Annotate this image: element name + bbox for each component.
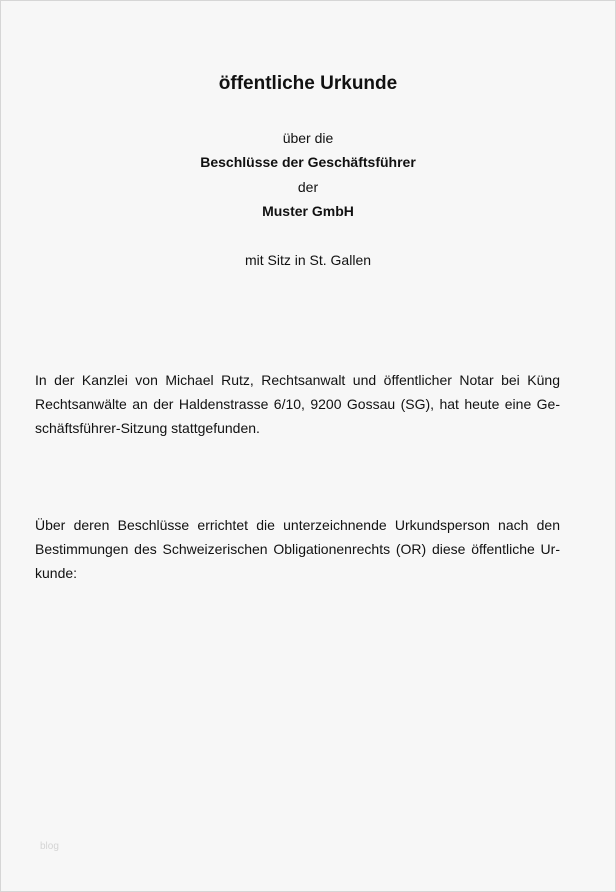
paragraph-line: Über deren Beschlüsse errichtet die unterzeichnende Urkundsperson nach den (35, 517, 560, 533)
paragraph-office-meeting (35, 368, 560, 440)
paragraph-line: schäftsführer-Sitzung stattgefunden. (35, 420, 260, 436)
paragraph-line: Rechtsanwälte an der Haldenstrasse 6/10, 9200 Gossau (SG), hat heute eine Ge- (35, 396, 560, 412)
heading-line-beschluesse: Beschlüsse der Geschäftsführer (200, 154, 416, 170)
heading-line-company-name: Muster GmbH (262, 203, 354, 219)
document-title: öffentliche Urkunde (218, 73, 398, 94)
heading-line-ueber-die: über die (282, 130, 334, 146)
watermark-text: blog (40, 841, 59, 852)
paragraph-line: kunde: (35, 565, 78, 581)
paragraph-line: In der Kanzlei von Michael Rutz, Rechtsanwalt und öffentlicher Notar bei Küng (35, 372, 560, 388)
heading-line-der: der (297, 179, 319, 195)
paragraph-line: Bestimmungen des Schweizerischen Obligationenrechts (OR) diese öffentliche Ur- (35, 541, 560, 557)
heading-line-seat: mit Sitz in St. Gallen (244, 252, 372, 268)
paragraph-resolutions (35, 513, 560, 585)
